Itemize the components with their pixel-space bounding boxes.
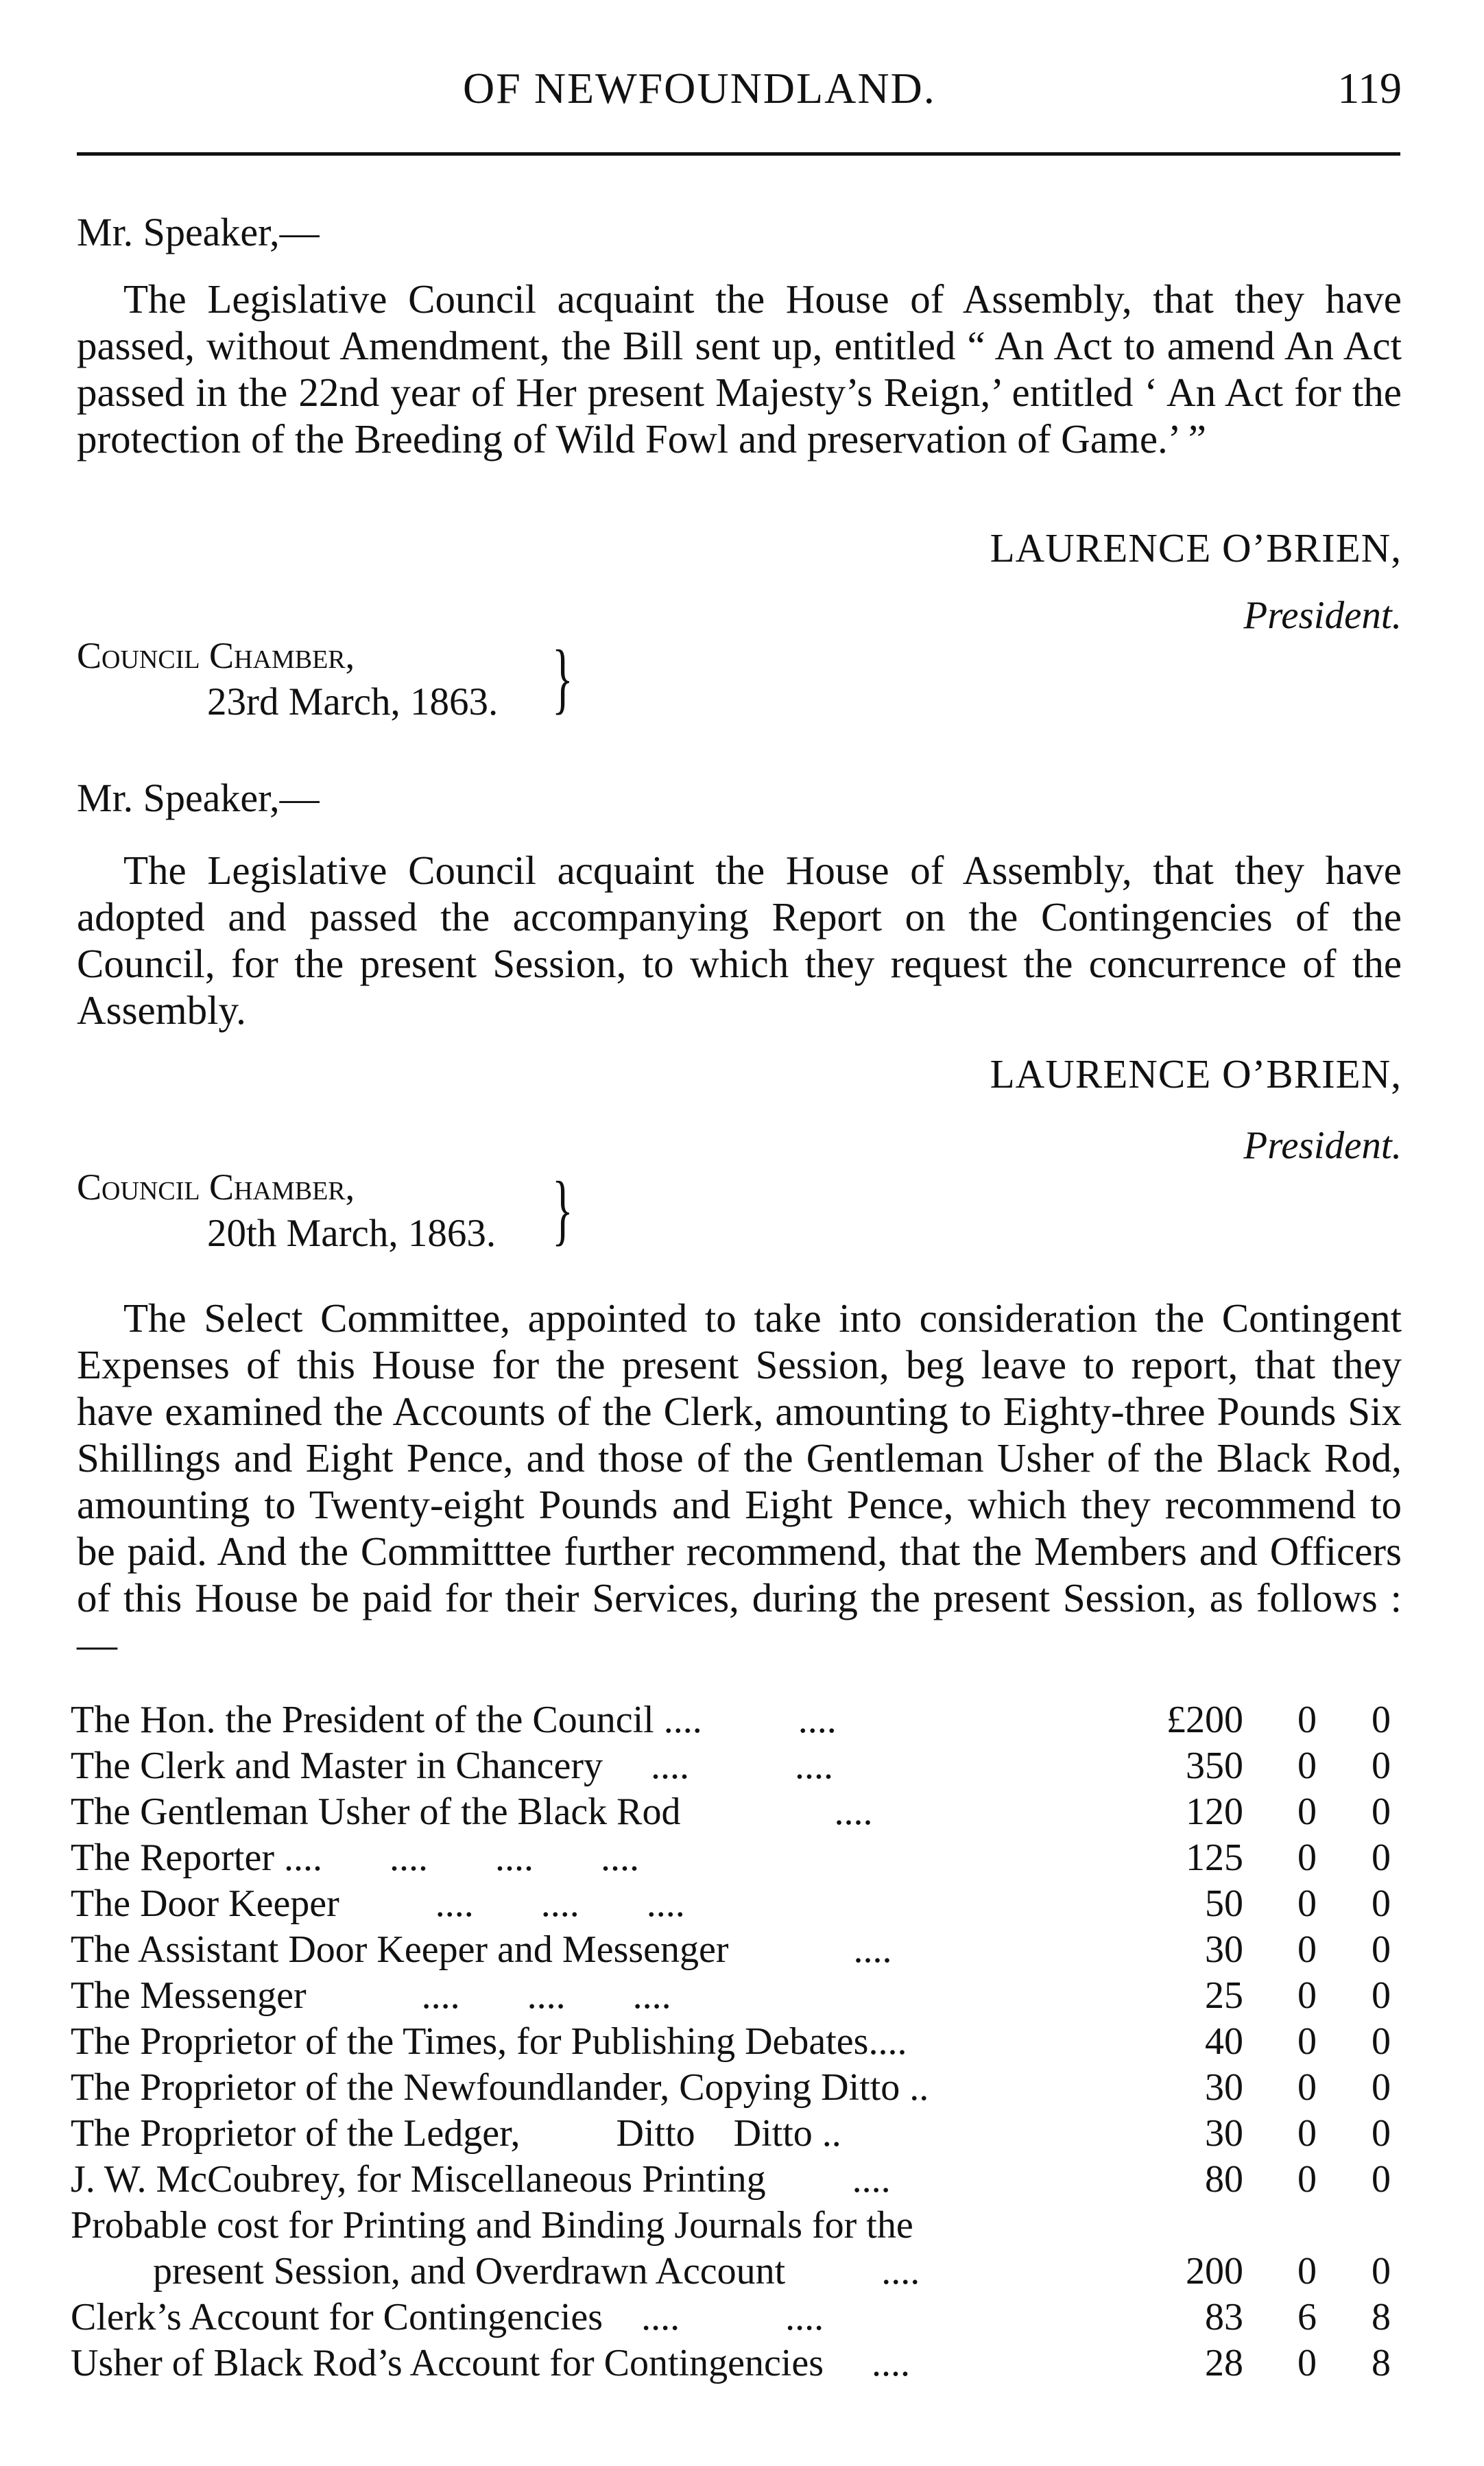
running-title: OF NEWFOUNDLAND. bbox=[463, 64, 936, 112]
shillings: 0 bbox=[1297, 1928, 1317, 1971]
table-row bbox=[71, 1927, 1404, 1973]
row-label: The Clerk and Master in Chancery .... .... bbox=[71, 1745, 833, 1787]
signatory-2: LAURENCE O’BRIEN, bbox=[990, 1051, 1402, 1097]
chamber-1 bbox=[77, 632, 498, 726]
table-row bbox=[71, 1743, 1404, 1789]
shillings: 0 bbox=[1297, 2112, 1317, 2155]
page-header bbox=[0, 63, 1484, 118]
pounds: 120 bbox=[1186, 1791, 1243, 1833]
salutation-1: Mr. Speaker,— bbox=[77, 210, 320, 254]
salutation-2: Mr. Speaker,— bbox=[77, 776, 320, 820]
row-label: The Reporter .... .... .... .... bbox=[71, 1836, 639, 1879]
pence: 0 bbox=[1372, 2158, 1391, 2201]
shillings: 0 bbox=[1297, 2066, 1317, 2109]
shillings: 0 bbox=[1297, 2250, 1317, 2293]
table-row bbox=[71, 1789, 1404, 1835]
table-row bbox=[71, 2019, 1404, 2065]
pounds: 30 bbox=[1205, 2066, 1243, 2109]
pence: 0 bbox=[1372, 1882, 1391, 1925]
row-label: The Gentleman Usher of the Black Rod .... bbox=[71, 1791, 873, 1833]
pounds: 30 bbox=[1205, 2112, 1243, 2155]
shillings: 0 bbox=[1297, 2020, 1317, 2063]
pence: 0 bbox=[1372, 2250, 1391, 2293]
chamber-1-place: Council Chamber, bbox=[77, 635, 355, 676]
row-label: The Assistant Door Keeper and Messenger .... bbox=[71, 1928, 892, 1971]
pounds: 125 bbox=[1186, 1836, 1243, 1879]
page-number: 119 bbox=[1337, 64, 1402, 112]
table-row bbox=[71, 1835, 1404, 1881]
pounds: 200 bbox=[1186, 2250, 1243, 2293]
pounds: 28 bbox=[1205, 2342, 1243, 2384]
chamber-2-place: Council Chamber, bbox=[77, 1166, 355, 1208]
row-label: The Hon. the President of the Council .... .... bbox=[71, 1699, 837, 1741]
row-label: Usher of Black Rod’s Account for Contingencies .... bbox=[71, 2342, 911, 2384]
shillings: 0 bbox=[1297, 1882, 1317, 1925]
pounds: 80 bbox=[1205, 2158, 1243, 2201]
pence: 0 bbox=[1372, 2066, 1391, 2109]
pounds: 50 bbox=[1205, 1882, 1243, 1925]
row-label: The Door Keeper .... .... .... bbox=[71, 1882, 685, 1925]
table-row bbox=[71, 1881, 1404, 1927]
pounds: 40 bbox=[1205, 2020, 1243, 2063]
table-row bbox=[71, 2157, 1404, 2203]
brace-1: } bbox=[552, 634, 573, 721]
payments-table bbox=[71, 1697, 1404, 2386]
row-label: The Proprietor of the Newfoundlander, Copying Ditto .. bbox=[71, 2066, 929, 2109]
pence: 0 bbox=[1372, 1836, 1391, 1879]
shillings: 0 bbox=[1297, 1791, 1317, 1833]
pence: 0 bbox=[1372, 2112, 1391, 2155]
report-body: The Select Committee, appointed to take into consideration the Contingent Expenses of this House for the present Session, beg leave to report, that they have examined the Accounts of the Clerk, amounting to Eighty-three Pounds Six Shillings and Eight Pence, and those of the Gentleman Usher of the Black Rod, amounting to Twenty-eight Pounds and Eight Pence, which they recommend to be paid. And the Committtee further recommend, that the Members and Officers of this House be paid for their Services, during the present Session, as follows :— bbox=[77, 1295, 1402, 1667]
table-row bbox=[71, 2295, 1404, 2341]
table-row bbox=[71, 2341, 1404, 2386]
shillings: 0 bbox=[1297, 1745, 1317, 1787]
header-rule bbox=[77, 152, 1400, 156]
table-row bbox=[71, 2065, 1404, 2111]
table-row bbox=[71, 2203, 1404, 2249]
pence: 0 bbox=[1372, 1928, 1391, 1971]
shillings: 0 bbox=[1297, 1699, 1317, 1741]
shillings: 6 bbox=[1297, 2296, 1317, 2338]
row-label: J. W. McCoubrey, for Miscellaneous Printing .... bbox=[71, 2158, 891, 2201]
pounds: £200 bbox=[1166, 1699, 1243, 1741]
pence: 0 bbox=[1372, 1791, 1391, 1833]
pounds: 350 bbox=[1186, 1745, 1243, 1787]
message-1-body: The Legislative Council acquaint the House of Assembly, that they have passed, without Amendment, the Bill sent up, entitled “ An Act to amend An Act passed in the 22nd year of Her present Majesty’s Reign,’ entitled ‘ An Act for the protection of the Breeding of Wild Fowl and preservation of Game.’ ” bbox=[77, 276, 1402, 462]
pence: 8 bbox=[1372, 2342, 1391, 2384]
pence: 0 bbox=[1372, 2020, 1391, 2063]
pence: 0 bbox=[1372, 1745, 1391, 1787]
pounds: 25 bbox=[1205, 1974, 1243, 2017]
pence: 0 bbox=[1372, 1974, 1391, 2017]
table-row bbox=[71, 1697, 1404, 1743]
signatory-1: LAURENCE O’BRIEN, bbox=[990, 525, 1402, 571]
table-row bbox=[71, 1973, 1404, 2019]
table-row bbox=[71, 2249, 1404, 2295]
row-label: Probable cost for Printing and Binding Journals for the bbox=[71, 2204, 913, 2247]
row-label: The Proprietor of the Times, for Publishing Debates.... bbox=[71, 2020, 907, 2063]
pounds: 30 bbox=[1205, 1928, 1243, 1971]
shillings: 0 bbox=[1297, 1974, 1317, 2017]
table-row bbox=[71, 2111, 1404, 2157]
row-label: Clerk’s Account for Contingencies .... .... bbox=[71, 2296, 824, 2338]
shillings: 0 bbox=[1297, 2158, 1317, 2201]
chamber-2-date: 20th March, 1863. bbox=[207, 1212, 496, 1255]
shillings: 0 bbox=[1297, 2342, 1317, 2384]
shillings: 0 bbox=[1297, 1836, 1317, 1879]
brace-2: } bbox=[552, 1165, 573, 1253]
message-2-body: The Legislative Council acquaint the House of Assembly, that they have adopted and passed the accompanying Report on the Contingencies of the Council, for the present Session, to which they request the concurrence of the Assembly. bbox=[77, 848, 1402, 1033]
title-1: President. bbox=[1243, 594, 1402, 637]
pence: 8 bbox=[1372, 2296, 1391, 2338]
pence: 0 bbox=[1372, 1699, 1391, 1741]
row-label: The Proprietor of the Ledger, Ditto Ditto .. bbox=[71, 2112, 841, 2155]
title-2: President. bbox=[1243, 1124, 1402, 1167]
pounds: 83 bbox=[1205, 2296, 1243, 2338]
chamber-1-date: 23rd March, 1863. bbox=[207, 680, 499, 723]
chamber-2 bbox=[77, 1164, 496, 1257]
row-label: present Session, and Overdrawn Account .... bbox=[153, 2250, 920, 2293]
row-label: The Messenger .... .... .... bbox=[71, 1974, 671, 2017]
